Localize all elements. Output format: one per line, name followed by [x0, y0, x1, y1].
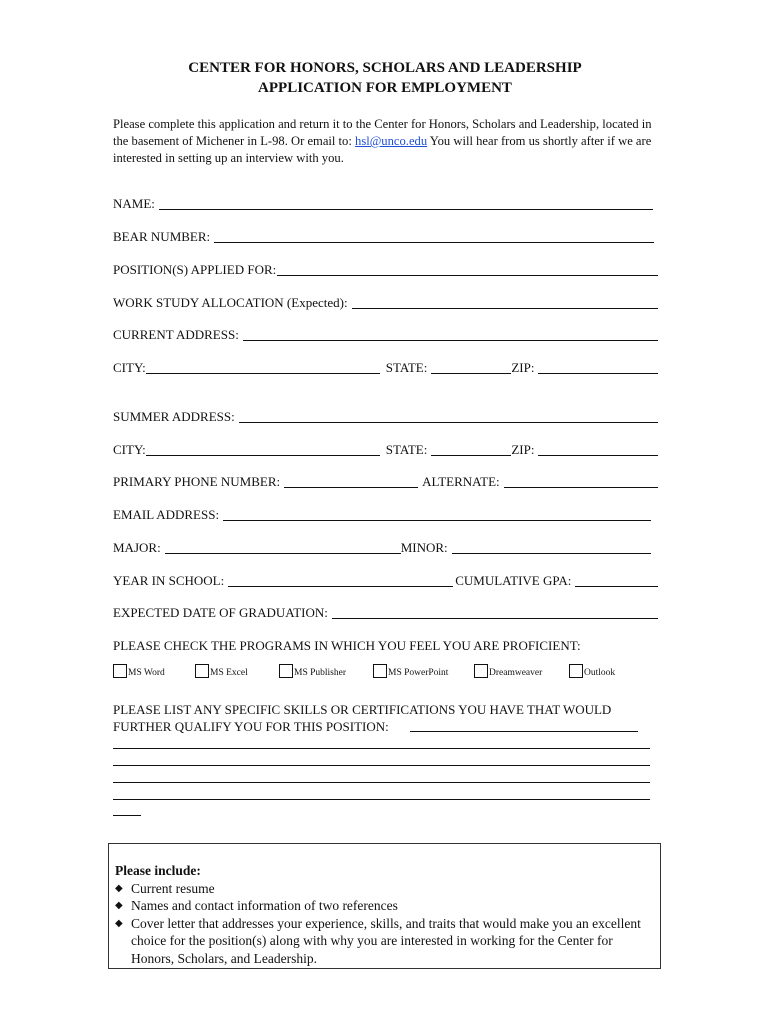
skills-field-line-5[interactable] [113, 815, 141, 816]
form-title: CENTER FOR HONORS, SCHOLARS AND LEADERSHIP [188, 60, 582, 76]
checkbox-label: Outlook [584, 668, 616, 678]
checkbox-label: Dreamweaver [489, 668, 543, 678]
intro-paragraph [113, 116, 658, 167]
summer-state-field[interactable] [431, 443, 511, 456]
checkbox-square-icon[interactable] [195, 664, 209, 678]
checkbox-square-icon[interactable] [113, 664, 127, 678]
email-field[interactable] [223, 508, 651, 521]
state-label: STATE: [385, 360, 428, 375]
checkbox-square-icon[interactable] [474, 664, 488, 678]
include-box [108, 843, 661, 969]
name-label: NAME: [113, 196, 155, 211]
zip-field[interactable] [538, 361, 658, 374]
zip-label: ZIP: [511, 360, 535, 375]
summer-city-field[interactable] [146, 443, 380, 456]
list-item [115, 897, 652, 915]
include-item-text: Current resume [131, 880, 215, 896]
skills-field-line-4[interactable] [113, 799, 650, 800]
name-field[interactable] [159, 197, 653, 210]
year-label: YEAR IN SCHOOL: [113, 573, 225, 588]
primary-phone-label: PRIMARY PHONE NUMBER: [113, 474, 281, 489]
skills-prompt-text: PLEASE LIST ANY SPECIFIC SKILLS OR CERTIFICATIONS YOU HAVE THAT WOULD FURTHER QUALIFY YOU FOR THIS POSITION: [113, 702, 612, 734]
graduation-field[interactable] [332, 606, 658, 619]
skills-inline-field[interactable] [410, 731, 638, 732]
bear-number-field[interactable] [214, 230, 654, 243]
programs-checkboxes [113, 664, 673, 684]
minor-field[interactable] [452, 541, 651, 554]
include-heading: Please include: [115, 863, 201, 878]
positions-row [113, 261, 658, 278]
work-study-label: WORK STUDY ALLOCATION (Expected): [113, 295, 348, 310]
alternate-field[interactable] [504, 475, 658, 488]
graduation-row [113, 604, 658, 621]
summer-city-row [113, 441, 658, 458]
bear-number-row [113, 228, 658, 245]
summer-zip-field[interactable] [538, 443, 658, 456]
summer-address-label: SUMMER ADDRESS: [113, 409, 235, 424]
include-list [115, 880, 652, 968]
checkbox-label: MS Word [128, 668, 165, 678]
summer-address-field[interactable] [239, 410, 658, 423]
checkbox-ms-excel[interactable] [195, 664, 248, 678]
name-row [113, 195, 658, 212]
email-link[interactable]: hsl@unco.edu [355, 134, 428, 148]
year-field[interactable] [228, 574, 453, 587]
email-row [113, 506, 658, 523]
checkbox-label: MS Excel [210, 668, 248, 678]
checkbox-ms-word[interactable] [113, 664, 165, 678]
include-item-text: Names and contact information of two references [131, 898, 398, 913]
checkbox-square-icon[interactable] [279, 664, 293, 678]
skills-field-line-1[interactable] [113, 748, 650, 749]
checkbox-square-icon[interactable] [373, 664, 387, 678]
list-item [115, 915, 652, 968]
gpa-label: CUMULATIVE GPA: [455, 573, 572, 588]
current-address-label: CURRENT ADDRESS: [113, 327, 239, 342]
bear-number-label: BEAR NUMBER: [113, 229, 211, 244]
diamond-bullet-icon: ◆ [115, 900, 123, 911]
intro-text-end: You will hear from us shortly after if we are interested in setting up an interview with you. [113, 134, 652, 165]
skills-field-line-3[interactable] [113, 782, 650, 783]
summer-address-row [113, 408, 658, 425]
checkbox-dreamweaver[interactable] [474, 664, 542, 678]
minor-label: MINOR: [400, 540, 448, 555]
include-item-text: Cover letter that addresses your experience, skills, and traits that would make you an excellent choice for the position(s) along with why you are interested in working for the Center for Honors, Scholars, and Leadership. [131, 915, 641, 966]
intro-text: Please complete this application and return it to the Center for Honors, Scholars and Leadership, located in the basement of Michener in L-98. Or email to: [113, 117, 652, 148]
city-field[interactable] [146, 361, 380, 374]
checkbox-ms-powerpoint[interactable] [373, 664, 448, 678]
gpa-field[interactable] [575, 574, 658, 587]
diamond-bullet-icon: ◆ [115, 917, 123, 929]
current-address-field[interactable] [243, 328, 658, 341]
primary-phone-field[interactable] [284, 475, 418, 488]
phone-row [113, 473, 658, 490]
positions-field[interactable] [277, 263, 658, 276]
programs-prompt [113, 637, 658, 654]
email-label: EMAIL ADDRESS: [113, 507, 220, 522]
skills-prompt [113, 701, 658, 735]
programs-prompt-text: PLEASE CHECK THE PROGRAMS IN WHICH YOU FEEL YOU ARE PROFICIENT: [113, 638, 581, 653]
state-field[interactable] [431, 361, 511, 374]
current-city-row [113, 359, 658, 376]
checkbox-square-icon[interactable] [569, 664, 583, 678]
major-field[interactable] [165, 541, 401, 554]
alternate-label: ALTERNATE: [422, 474, 500, 489]
work-study-row [113, 294, 658, 311]
summer-city-label: CITY: [113, 442, 146, 457]
major-label: MAJOR: [113, 540, 161, 555]
skills-field-line-2[interactable] [113, 765, 650, 766]
positions-label: POSITION(S) APPLIED FOR: [113, 262, 277, 277]
checkbox-outlook[interactable] [569, 664, 615, 678]
work-study-field[interactable] [352, 296, 658, 309]
diamond-bullet-icon: ◆ [115, 882, 123, 894]
graduation-label: EXPECTED DATE OF GRADUATION: [113, 605, 328, 620]
form-subtitle: APPLICATION FOR EMPLOYMENT [258, 80, 512, 96]
list-item [115, 880, 652, 898]
checkbox-label: MS PowerPoint [388, 668, 449, 678]
city-label: CITY: [113, 360, 146, 375]
current-address-row [113, 326, 658, 343]
year-row [113, 572, 658, 589]
checkbox-label: MS Publisher [294, 668, 346, 678]
checkbox-ms-publisher[interactable] [279, 664, 346, 678]
summer-state-label: STATE: [385, 442, 428, 457]
major-row [113, 539, 658, 556]
summer-zip-label: ZIP: [511, 442, 535, 457]
